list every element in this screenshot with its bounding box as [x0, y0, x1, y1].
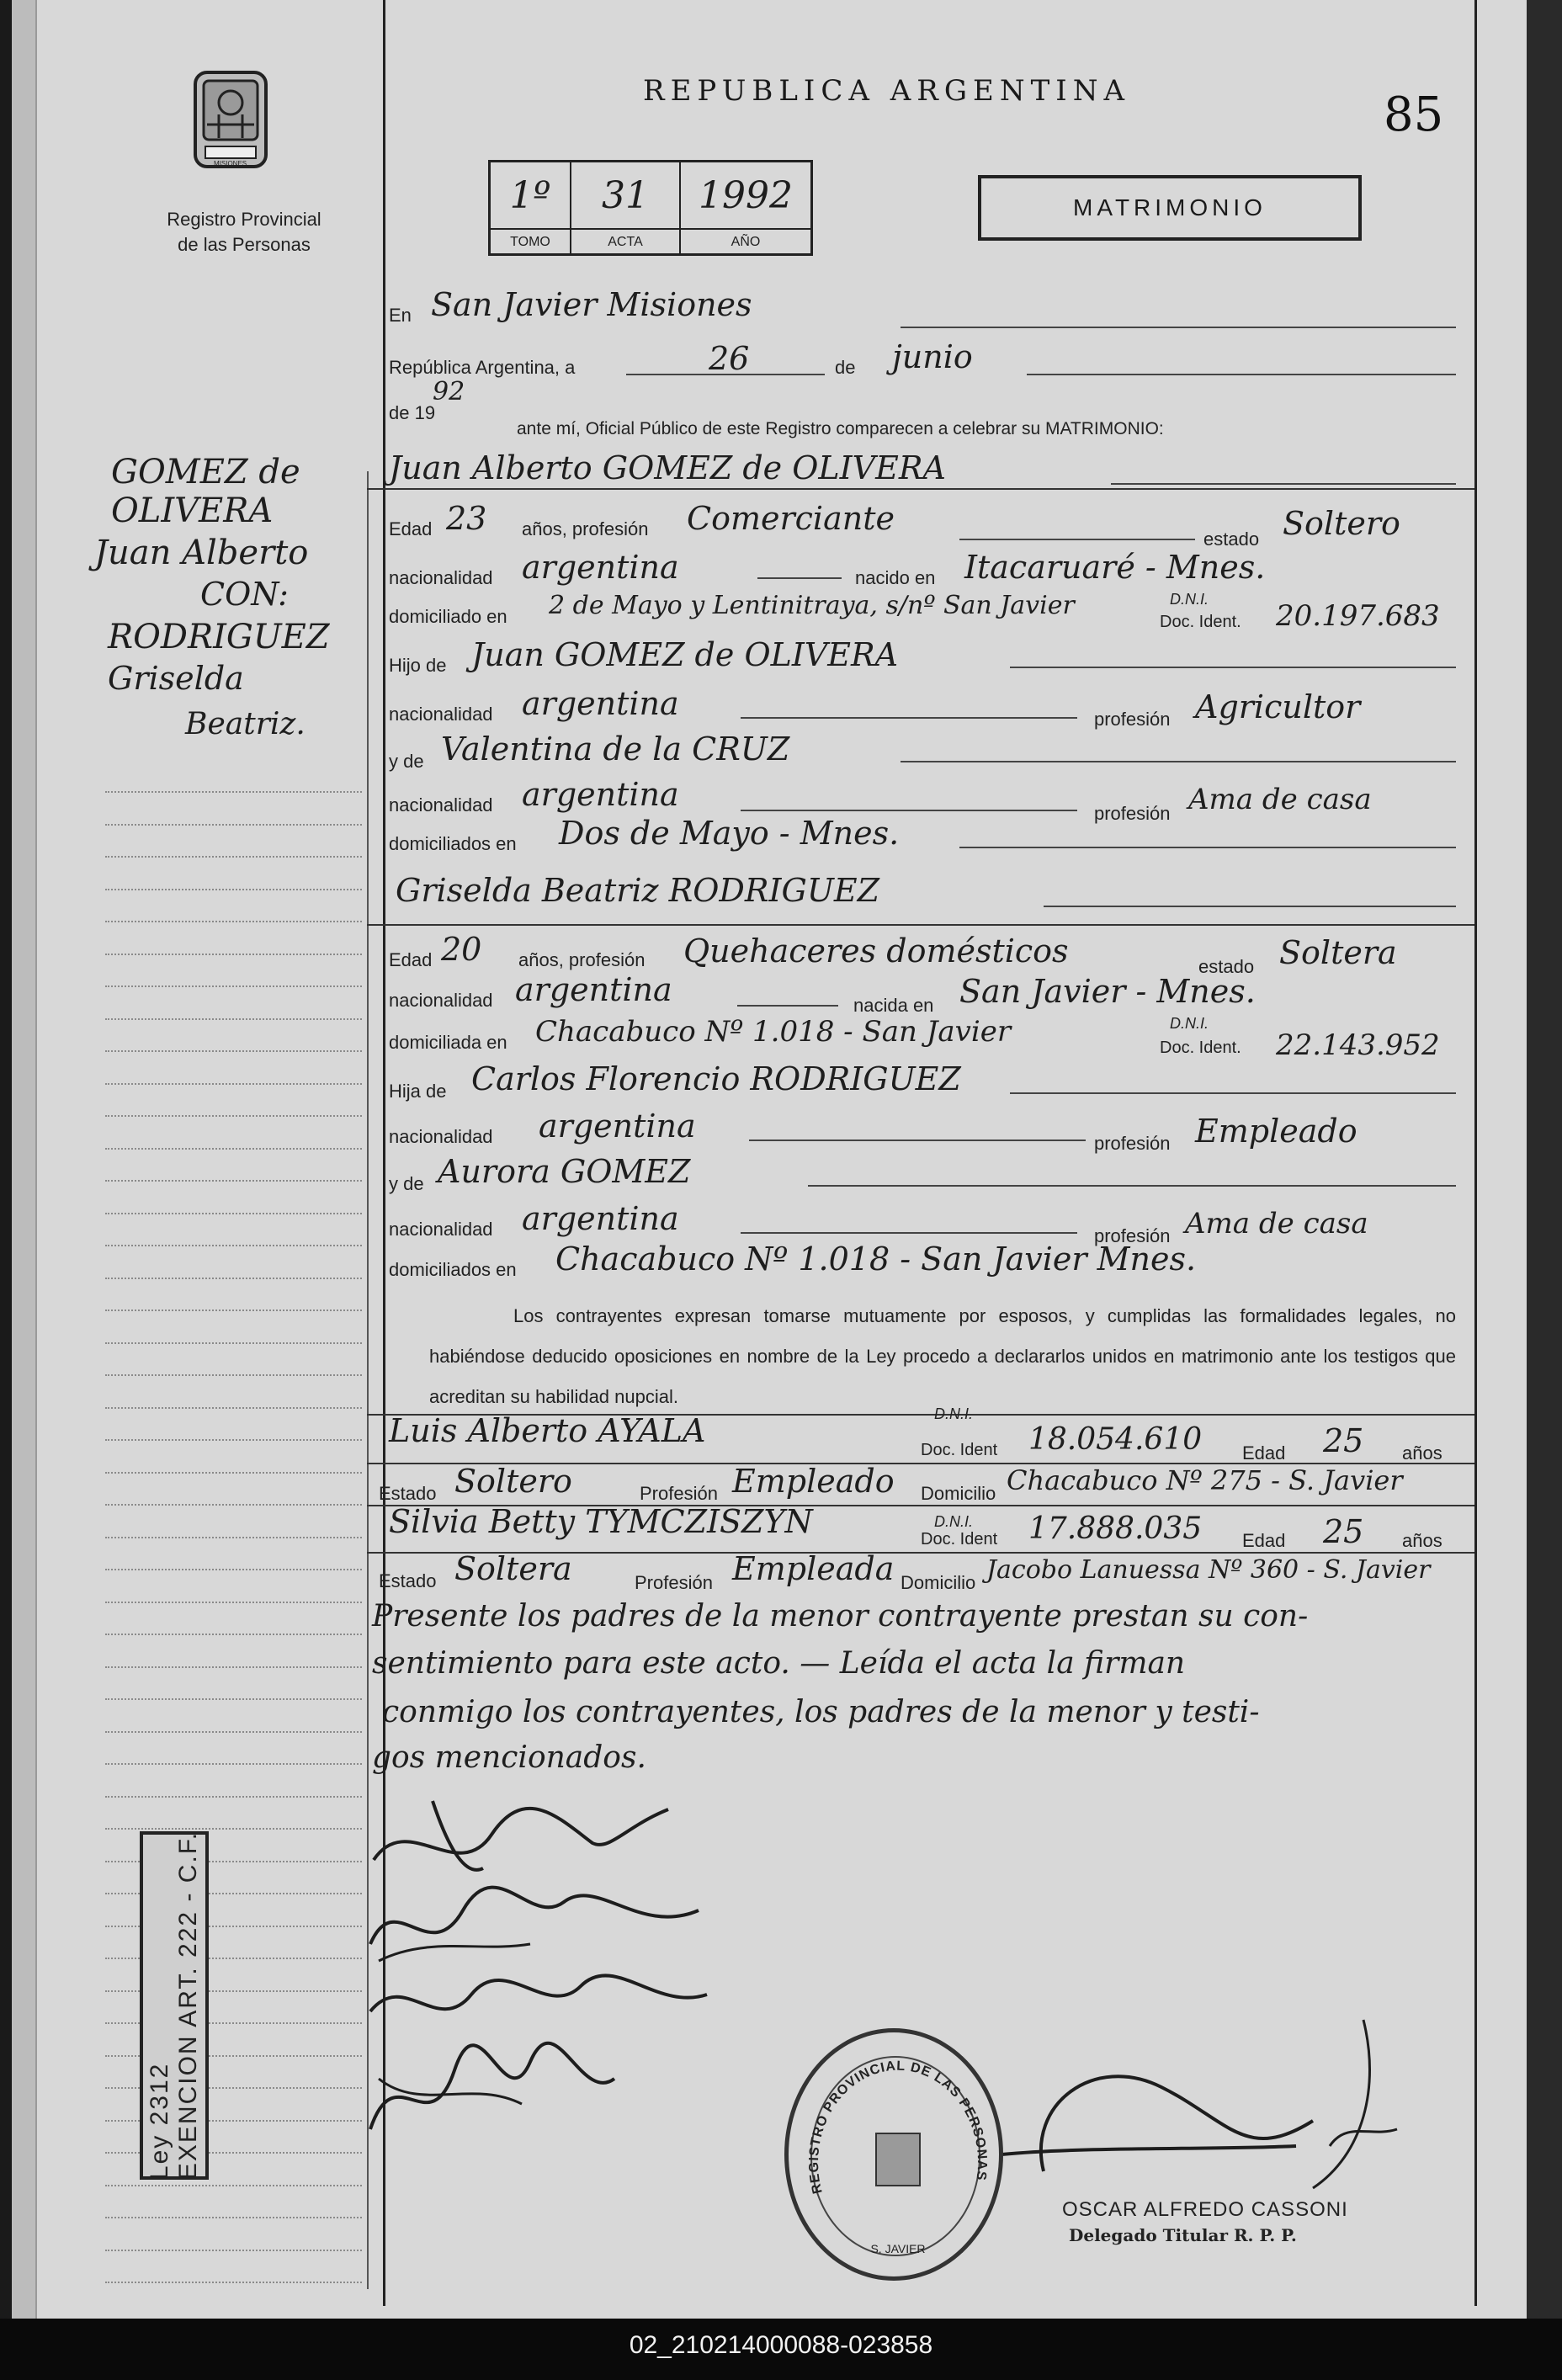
bride-estado: Soltera: [1279, 934, 1397, 971]
witness2-doc-number: 17.888.035: [1028, 1511, 1203, 1546]
signature-officer: [993, 2003, 1431, 2205]
margin-rule-line: [105, 954, 362, 955]
witness2-estado: Soltera: [454, 1550, 572, 1587]
margin-rule-line: [105, 1278, 362, 1279]
ano-label: AÑO: [731, 235, 761, 249]
bride-nationality-underline: [737, 1005, 838, 1007]
margin-rule-line: [105, 1115, 362, 1117]
margin-rule-line: [105, 1342, 362, 1344]
groom-mother-nationality-underline: [741, 810, 1077, 811]
bride-edad-label: Edad: [389, 949, 433, 970]
registry-seal-text: [789, 2032, 1007, 2285]
tax-exemption-text: [146, 1831, 203, 2180]
witness1-domicilio-label: Domicilio: [921, 1483, 996, 1504]
margin-rule-line: [105, 2217, 362, 2218]
groom-anos-profesion-label: años, profesión: [522, 518, 649, 539]
day-value: 26: [709, 340, 750, 377]
bride-anos-profesion-label: años, profesión: [518, 949, 646, 970]
bride-name-underline: [1044, 906, 1456, 907]
margin-rule-line: [105, 2185, 362, 2186]
act-type-box: MATRIMONIO: [978, 175, 1362, 241]
bride-mother: Aurora GOMEZ: [438, 1153, 691, 1190]
record-reference-box: [488, 160, 813, 256]
groom-nationality-underline: [757, 577, 842, 579]
tax-exemption-stamp: [140, 1831, 209, 2180]
bride-domicile: Chacabuco Nº 1.018 - San Javier: [535, 1015, 1012, 1049]
groom-profession-underline: [959, 539, 1195, 540]
margin-note-line6: Griselda: [108, 660, 244, 697]
witness1-profession: Empleado: [732, 1463, 895, 1500]
margin-rule-line: [105, 1634, 362, 1635]
groom-profession: Comerciante: [687, 500, 895, 537]
margin-rule-line: [105, 1148, 362, 1150]
bride-nacida-label: nacida en: [853, 995, 934, 1016]
witness1-estado-label: Estado: [379, 1483, 437, 1504]
seal-arc-text: REGISTRO PROVINCIAL DE LAS PERSONAS: [806, 2059, 990, 2196]
bride-dni-label: D.N.I.: [1170, 1015, 1209, 1032]
observations-line2: sentimiento para este acto. — Leída el acta la firman: [372, 1646, 1186, 1681]
margin-rule-line: [105, 856, 362, 858]
groom-name: Juan Alberto GOMEZ de OLIVERA: [389, 449, 946, 486]
acta-value: 31: [602, 174, 649, 217]
emblem-label: MISIONES: [214, 160, 247, 167]
groom-parents-domicile: Dos de Mayo - Mnes.: [559, 815, 900, 852]
witness2-profesion-label: Profesión: [635, 1572, 713, 1593]
bride-mother-prof-label: profesión: [1094, 1225, 1171, 1246]
groom-top-rule: [367, 488, 1474, 490]
groom-age: 23: [446, 500, 487, 537]
year-prefix-label: de 19: [389, 402, 436, 423]
ano-cell: [681, 162, 810, 253]
margin-note-line5: RODRIGUEZ: [108, 618, 330, 656]
tax-exemption-line1: Ley 2312: [146, 2062, 173, 2181]
bride-nationality: argentina: [515, 971, 672, 1008]
bride-birthplace: San Javier - Mnes.: [959, 973, 1256, 1010]
witness2-name: Silvia Betty TYMCZISZYN: [389, 1503, 813, 1540]
tomo-label: TOMO: [510, 235, 550, 249]
tomo-cell: [491, 162, 571, 253]
margin-rule-line: [105, 1828, 362, 1830]
registry-name-line1: Registro Provincial: [167, 209, 321, 230]
marriage-formula: Los contrayentes expresan tomarse mutuamente por esposos, y cumplidas las formalidades legales, no habiéndose deducido oposiciones en nombre de la Ley procedo a declararlos unidos en matrimonio ante los testigos que acreditan su habilidad nupcial.: [429, 1305, 1456, 1407]
signature-bride: [362, 1877, 715, 1969]
bride-father-nac-label: nacionalidad: [389, 1126, 493, 1147]
groom-father-profession: Agricultor: [1195, 688, 1361, 725]
day-underline: [626, 374, 825, 375]
en-label: En: [389, 305, 412, 326]
margin-rule-line: [105, 1602, 362, 1603]
groom-estado-label: estado: [1203, 529, 1260, 550]
groom-mother-underline: [901, 761, 1456, 762]
margin-rule-line: [105, 1537, 362, 1538]
witness1-doc-label: Doc. Ident: [921, 1441, 998, 1459]
page-number: 85: [1384, 88, 1444, 142]
margin-note-line3: Juan Alberto: [94, 534, 309, 572]
groom-mother: Valentina de la CRUZ: [441, 730, 790, 768]
witness1-doc-number: 18.054.610: [1028, 1422, 1203, 1457]
bride-parents-domicile: Chacabuco Nº 1.018 - San Javier Mnes.: [555, 1240, 1197, 1278]
witness1-profesion-label: Profesión: [640, 1483, 718, 1504]
registry-seal: [784, 2028, 1003, 2281]
observations-line1: Presente los padres de la menor contrayente prestan su con-: [372, 1599, 1309, 1634]
groom-nationality: argentina: [522, 549, 679, 586]
groom-estado: Soltero: [1283, 505, 1400, 542]
officer-name: OSCAR ALFREDO CASSONI: [1062, 2198, 1348, 2221]
register-page: [12, 0, 1527, 2319]
witness2-age: 25: [1323, 1513, 1364, 1550]
margin-rule-line: [105, 1504, 362, 1506]
witness2-dni-label: D.N.I.: [934, 1513, 974, 1530]
margin-rule-line: [105, 1569, 362, 1570]
margin-rule-line: [105, 2250, 362, 2251]
bride-yde-label: y de: [389, 1173, 424, 1194]
groom-father-nationality: argentina: [522, 685, 679, 722]
margin-rule-line: [105, 985, 362, 987]
bride-mother-nationality-underline: [741, 1232, 1077, 1234]
groom-mother-prof-label: profesión: [1094, 803, 1171, 824]
witness1-domicile: Chacabuco Nº 275 - S. Javier: [1007, 1464, 1403, 1496]
margin-note-line7: Beatriz.: [185, 707, 305, 741]
registry-name-line2: de las Personas: [178, 234, 311, 255]
groom-mother-nationality: argentina: [522, 776, 679, 813]
margin-rule-line: [105, 889, 362, 890]
bride-top-rule: [367, 924, 1474, 926]
signature-parent-2: [353, 2028, 623, 2154]
groom-domiciliado-label: domiciliado en: [389, 606, 507, 627]
margin-rule-line: [105, 824, 362, 826]
groom-mother-profession: Ama de casa: [1188, 783, 1372, 816]
margin-rule-line: [105, 1796, 362, 1798]
groom-name-underline: [1111, 483, 1456, 485]
country-title: REPUBLICA ARGENTINA: [643, 74, 1131, 108]
witness2-estado-label: Estado: [379, 1570, 437, 1591]
margin-rule-line: [105, 1763, 362, 1765]
groom-parents-domicile-underline: [959, 847, 1456, 848]
margin-note-line4: CON:: [200, 576, 289, 613]
witness1-name: Luis Alberto AYALA: [389, 1412, 706, 1449]
bride-mother-underline: [808, 1185, 1456, 1187]
groom-yde-label: y de: [389, 751, 424, 772]
republica-label: República Argentina, a: [389, 357, 576, 378]
margin-rule-line: [105, 1245, 362, 1246]
acta-cell: [571, 162, 681, 253]
tomo-value: 1º: [509, 174, 551, 217]
bride-hija-label: Hija de: [389, 1081, 447, 1102]
witness1-age: 25: [1323, 1422, 1364, 1459]
margin-rule-line: [105, 921, 362, 922]
declaration-text: ante mí, Oficial Público de este Registro comparecen a celebrar su MATRIMONIO:: [517, 419, 1164, 438]
groom-dni-label: D.N.I.: [1170, 591, 1209, 608]
groom-domicile: 2 de Mayo y Lentinitraya, s/nº San Javier: [549, 591, 1075, 620]
month-underline: [1027, 374, 1456, 375]
bride-parents-dom-label: domiciliados en: [389, 1259, 517, 1280]
bride-father-prof-label: profesión: [1094, 1133, 1171, 1154]
witness2-doc-label: Doc. Ident: [921, 1530, 998, 1549]
bride-profession: Quehaceres domésticos: [683, 932, 1069, 970]
bride-mother-nationality: argentina: [522, 1200, 679, 1237]
bride-father-profession: Empleado: [1195, 1113, 1357, 1150]
groom-father-underline: [1010, 667, 1456, 668]
bride-name: Griselda Beatriz RODRIGUEZ: [396, 872, 880, 909]
margin-note-line1: GOMEZ de: [111, 453, 300, 491]
bride-father: Carlos Florencio RODRIGUEZ: [471, 1060, 961, 1097]
bride-doc-label: Doc. Ident.: [1160, 1039, 1241, 1057]
groom-doc-label: Doc. Ident.: [1160, 613, 1241, 631]
bride-father-underline: [1010, 1092, 1456, 1094]
groom-doc-number: 20.197.683: [1276, 599, 1440, 633]
seal-bottom-text: S. JAVIER: [870, 2242, 926, 2255]
witness2-profession: Empleada: [732, 1550, 895, 1587]
groom-father-prof-label: profesión: [1094, 709, 1171, 730]
bride-nacionalidad-label: nacionalidad: [389, 990, 493, 1011]
bride-domiciliada-label: domiciliada en: [389, 1032, 507, 1053]
witness2-edad-label: Edad: [1242, 1530, 1286, 1551]
margin-rule-line: [105, 1439, 362, 1441]
month-value: junio: [892, 338, 973, 375]
bride-mother-profession: Ama de casa: [1185, 1207, 1368, 1240]
observations-line4: gos mencionados.: [372, 1740, 646, 1775]
witness2-domicile: Jacobo Lanuessa Nº 360 - S. Javier: [986, 1555, 1431, 1585]
groom-parents-dom-label: domiciliados en: [389, 833, 517, 854]
margin-rule-line: [105, 1310, 362, 1311]
tax-exemption-line2: EXENCION ART. 222 - C.F.: [174, 1830, 202, 2181]
groom-father: Juan GOMEZ de OLIVERA: [471, 636, 899, 673]
margin-note-line2: OLIVERA: [111, 491, 274, 530]
groom-hijo-label: Hijo de: [389, 655, 447, 676]
bride-father-nationality: argentina: [539, 1108, 696, 1145]
margin-rule-line: [105, 1731, 362, 1733]
witness1-estado: Soltero: [454, 1463, 572, 1500]
witness1-edad-label: Edad: [1242, 1442, 1286, 1464]
acta-label: ACTA: [608, 235, 643, 249]
ano-value: 1992: [699, 174, 793, 217]
witness1-anos-label: años: [1402, 1442, 1442, 1464]
witness2-anos-label: años: [1402, 1530, 1442, 1551]
registry-name: [135, 207, 353, 258]
observations-line3: conmigo los contrayentes, los padres de la menor y testi-: [382, 1695, 1260, 1729]
place-underline: [901, 327, 1456, 328]
body-right-rule: [1474, 0, 1477, 2306]
margin-rule-line: [105, 1472, 362, 1474]
book-edge: [1527, 0, 1562, 2319]
groom-father-nationality-underline: [741, 717, 1077, 719]
margin-rule-line: [105, 1407, 362, 1409]
coat-of-arms-icon: [190, 66, 271, 175]
year-suffix-value: 92: [433, 377, 465, 406]
margin-rule-line: [105, 1180, 362, 1182]
bride-age: 20: [441, 931, 482, 968]
image-filename: 02_210214000088-023858: [629, 2331, 933, 2359]
margin-rule-line: [105, 791, 362, 793]
groom-birthplace: Itacaruaré - Mnes.: [964, 549, 1266, 586]
margin-rule-line: [105, 1213, 362, 1214]
witness2-domicilio-label: Domicilio: [901, 1572, 976, 1593]
bride-mother-nac-label: nacionalidad: [389, 1219, 493, 1240]
page-binding: [12, 0, 37, 2319]
margin-rule-line: [105, 1050, 362, 1052]
month-de-label: de: [835, 357, 856, 378]
officer-title: Delegado Titular R. P. P.: [1069, 2225, 1297, 2245]
witness1-dni-label: D.N.I.: [934, 1405, 974, 1422]
margin-rule-line: [105, 1666, 362, 1668]
bride-father-nationality-underline: [749, 1140, 1086, 1141]
margin-rule-line: [105, 1374, 362, 1376]
reference-caption-rule: [491, 228, 810, 230]
groom-edad-label: Edad: [389, 518, 433, 539]
margin-rule-line: [105, 1083, 362, 1085]
place-value: San Javier Misiones: [431, 286, 752, 323]
margin-rule-line: [105, 1018, 362, 1020]
margin-rule-line: [105, 1698, 362, 1700]
groom-mother-nac-label: nacionalidad: [389, 794, 493, 815]
groom-father-nac-label: nacionalidad: [389, 704, 493, 725]
groom-nacido-label: nacido en: [855, 567, 936, 588]
bride-estado-label: estado: [1198, 956, 1255, 977]
groom-nacionalidad-label: nacionalidad: [389, 567, 493, 588]
margin-rule-line: [105, 2282, 362, 2283]
bride-doc-number: 22.143.952: [1276, 1028, 1440, 1062]
